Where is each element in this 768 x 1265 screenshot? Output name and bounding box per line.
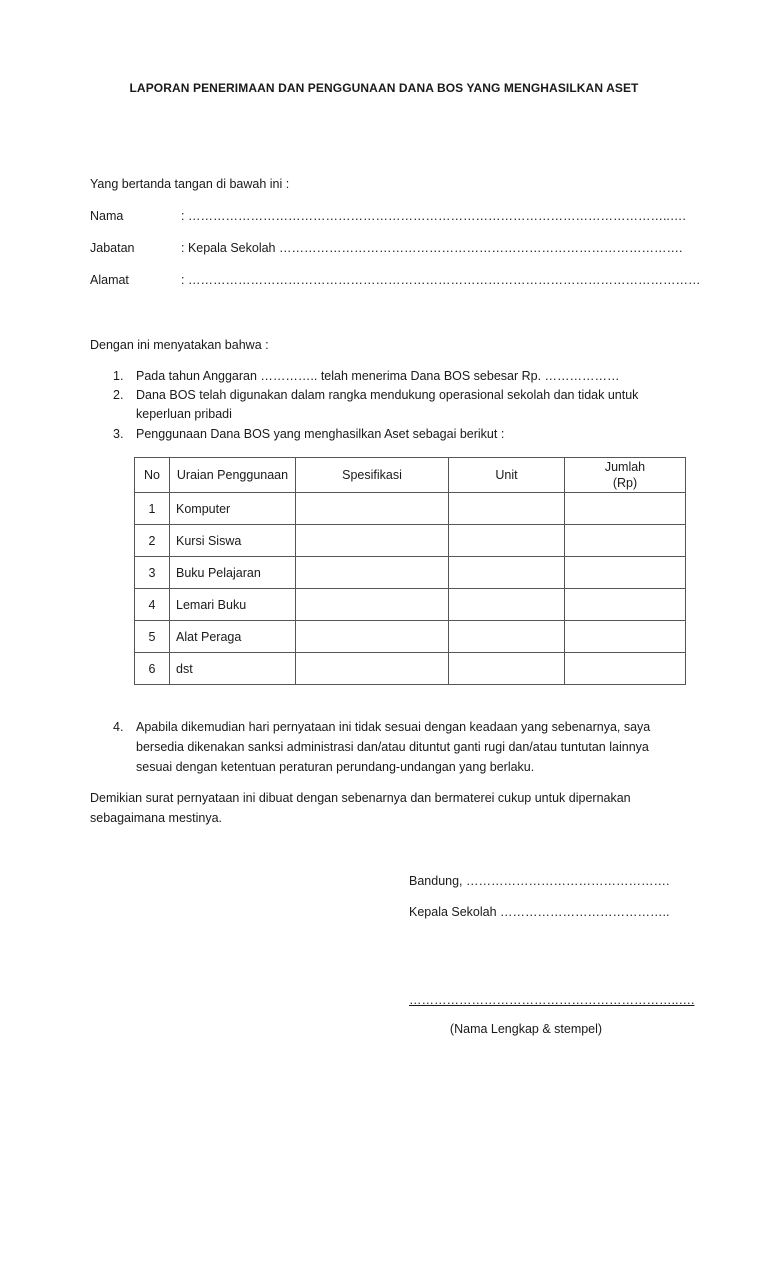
cell-no: 5	[135, 621, 170, 653]
cell-unit	[449, 621, 565, 653]
signature-place-date: Bandung, ………………………………………….	[409, 874, 670, 888]
document-title: LAPORAN PENERIMAAN DAN PENGGUNAAN DANA BOS YANG MENGHASILKAN ASET	[129, 81, 639, 95]
table-row	[135, 589, 686, 621]
cell-spesifikasi	[296, 557, 449, 589]
table-row	[135, 653, 686, 685]
item-text: Dana BOS telah digunakan dalam rangka mendukung operasional sekolah dan tidak untuk	[136, 388, 639, 402]
header-jumlah	[565, 458, 686, 493]
field-value-jabatan: : Kepala Sekolah …………………………………………………………………………………….	[181, 241, 683, 255]
cell-no: 2	[135, 525, 170, 557]
intro-text: Yang bertanda tangan di bawah ini :	[90, 177, 290, 191]
cell-uraian: dst	[170, 653, 296, 685]
header-no: No	[135, 458, 170, 493]
cell-no: 4	[135, 589, 170, 621]
cell-uraian: Lemari Buku	[170, 589, 296, 621]
cell-jumlah	[565, 621, 686, 653]
header-uraian: Uraian Penggunaan	[170, 458, 296, 493]
cell-uraian: Buku Pelajaran	[170, 557, 296, 589]
cell-unit	[449, 653, 565, 685]
table-row	[135, 525, 686, 557]
signature-caption: (Nama Lengkap & stempel)	[449, 1022, 603, 1036]
item-text: Penggunaan Dana BOS yang menghasilkan Aset sebagai berikut :	[136, 427, 505, 441]
cell-spesifikasi	[296, 493, 449, 525]
item-text: Pada tahun Anggaran ………….. telah menerima Dana BOS sebesar Rp. ………………	[136, 369, 620, 383]
cell-spesifikasi	[296, 589, 449, 621]
field-label-alamat: Alamat	[90, 273, 129, 287]
signature-name-line: ………………………………………………………..….	[409, 993, 695, 1007]
cell-spesifikasi	[296, 653, 449, 685]
table-row	[135, 493, 686, 525]
item-number: 3.	[113, 427, 124, 441]
field-label-jabatan: Jabatan	[90, 241, 135, 255]
closing-text: Demikian surat pernyataan ini dibuat dengan sebenarnya dan bermaterei cukup untuk dipernakan	[90, 791, 631, 805]
cell-unit	[449, 589, 565, 621]
item-text: keperluan pribadi	[136, 407, 232, 421]
cell-jumlah	[565, 557, 686, 589]
signature-role: Kepala Sekolah …………………………………..	[409, 905, 670, 919]
header-jumlah-line1: Jumlah	[604, 460, 646, 474]
item-text: Apabila dikemudian hari pernyataan ini tidak sesuai dengan keadaan yang sebenarnya, saya	[136, 720, 651, 734]
item-text: bersedia dikenakan sanksi administrasi dan/atau dituntut ganti rugi dan/atau tuntutan lainnya	[136, 740, 649, 754]
item-number: 4.	[113, 720, 124, 734]
cell-unit	[449, 493, 565, 525]
closing-text: sebagaimana mestinya.	[90, 811, 223, 825]
asset-table	[134, 457, 686, 685]
cell-unit	[449, 525, 565, 557]
cell-uraian: Komputer	[170, 493, 296, 525]
cell-uraian: Kursi Siswa	[170, 525, 296, 557]
header-spesifikasi: Spesifikasi	[296, 458, 449, 493]
item-number: 2.	[113, 388, 124, 402]
cell-jumlah	[565, 525, 686, 557]
cell-no: 3	[135, 557, 170, 589]
table-header-row	[135, 458, 686, 493]
field-value-nama: : ……………………………………………………………………………………………………..….	[181, 209, 686, 223]
cell-no: 6	[135, 653, 170, 685]
table-row	[135, 557, 686, 589]
statement-text: Dengan ini menyatakan bahwa :	[90, 338, 269, 352]
item-text: sesuai dengan ketentuan peraturan perundang-undangan yang berlaku.	[136, 760, 535, 774]
cell-no: 1	[135, 493, 170, 525]
cell-spesifikasi	[296, 525, 449, 557]
table-row	[135, 621, 686, 653]
cell-jumlah	[565, 493, 686, 525]
field-label-nama: Nama	[90, 209, 124, 223]
item-number: 1.	[113, 369, 124, 383]
cell-jumlah	[565, 589, 686, 621]
cell-spesifikasi	[296, 621, 449, 653]
header-unit: Unit	[449, 458, 565, 493]
cell-unit	[449, 557, 565, 589]
header-jumlah-line2: (Rp)	[612, 476, 638, 490]
field-value-alamat: : ……………………………………………………………………………………………………………	[181, 273, 701, 287]
cell-uraian: Alat Peraga	[170, 621, 296, 653]
cell-jumlah	[565, 653, 686, 685]
